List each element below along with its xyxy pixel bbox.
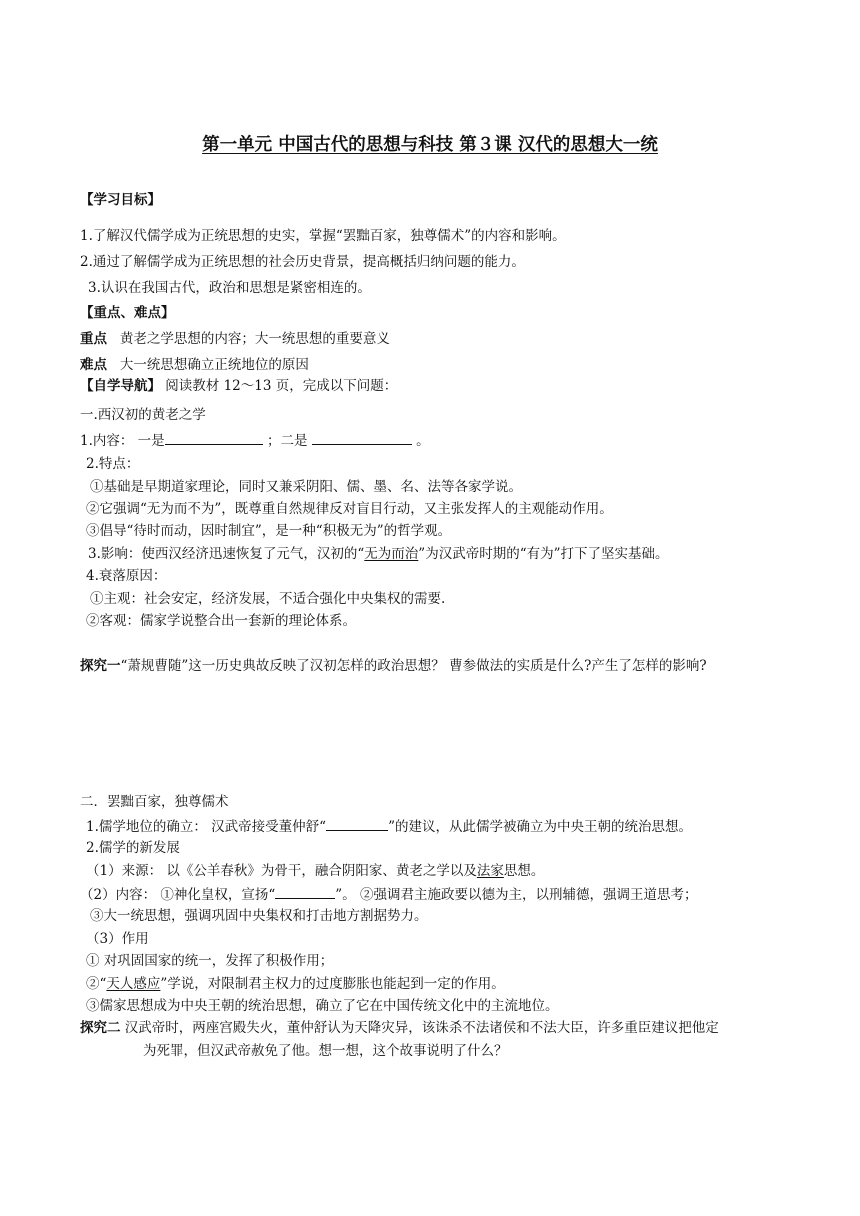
feature-item: ③倡导“待时而动，因时制宜”，是一种“积极无为”的哲学观。 [86, 523, 452, 539]
effect-text-end: ”学说，对限制君主权力的过度膨胀也能起到一定的作用。 [160, 976, 505, 992]
key-label: 重点 [80, 331, 107, 347]
feature-item: ①基础是早期道家理论，同时又兼采阴阳、儒、墨、名、法等各家学说。 [90, 479, 522, 495]
difficult-text: 大一统思想确立正统地位的原因 [119, 357, 309, 373]
content-end: 。 [416, 433, 430, 449]
content-label: 1.内容： 一是 [80, 433, 165, 449]
key-point-line [80, 330, 390, 348]
section2-heading: 二．罢黜百家，独尊儒术 [80, 794, 229, 810]
effect-line [86, 975, 505, 993]
source-underlined-term: 法家 [476, 863, 504, 879]
decline-heading: 4.衰落原因： [86, 568, 167, 584]
explore1-question: “萧规曹随”这一历史典故反映了汉初怎样的政治思想？ 曹参做法的实质是什么?产生了怎样的影响? [120, 658, 707, 674]
content2-text: （2）内容： ①神化皇权，宣扬“ [80, 887, 276, 903]
key-heading: 【重点、难点】 [80, 305, 175, 321]
nav-heading: 【自学导航】 [80, 378, 161, 394]
explore1-line [80, 657, 707, 675]
decline-item: ①主观：社会安定，经济发展，不适合强化中央集权的需要. [90, 591, 446, 607]
explore2-label: 探究二 [80, 1020, 121, 1036]
fill-blank[interactable] [326, 817, 388, 831]
page-title: 第一单元 中国古代的思想与科技 第３课 汉代的思想大一统 [202, 135, 658, 155]
status-text: 1.儒学地位的确立： 汉武帝接受董仲舒“ [86, 819, 327, 835]
source-text: （1）来源： 以《公羊春秋》为骨干，融合阴阳家、黄老之学以及 [86, 863, 477, 879]
nav-text: 阅读教材 12～13 页，完成以下问题： [165, 378, 398, 394]
decline-item: ②客观：儒家学说整合出一套新的理论体系。 [86, 613, 356, 629]
impact-text: 3.影响：使西汉经济迅速恢复了元气，汉初的“ [88, 546, 365, 562]
effect-underlined-term: 天人感应 [106, 976, 161, 992]
content-line [80, 431, 430, 450]
fill-blank[interactable] [275, 885, 335, 899]
content2-text-end: ”。 ②强调君主施政要以德为主，以刑辅德，强调王道思考； [335, 887, 698, 903]
nav-line [80, 377, 397, 395]
feature-item: ②它强调“无为而不为”，既尊重自然规律反对盲目行动，又主张发挥人的主观能动作用。 [86, 501, 613, 517]
effect-text: ②“ [86, 976, 107, 992]
status-text-end: ”的建议，从此儒学被确立为中央王朝的统治思想。 [388, 819, 692, 835]
source-text-end: 思想。 [503, 863, 545, 879]
goal-item: 2.通过了解儒学成为正统思想的社会历史背景，提高概括归纳问题的能力。 [80, 254, 525, 270]
key-text: 黄老之学思想的内容；大一统思想的重要意义 [119, 331, 390, 347]
impact-line [88, 545, 669, 563]
content2-item: ③大一统思想，强调巩固中央集权和打击地方割据势力。 [90, 908, 428, 924]
goals-heading: 【学习目标】 [80, 192, 161, 208]
explore1-label: 探究一 [80, 658, 121, 674]
status-line [86, 817, 692, 836]
explore2-question-line2: 为死罪，但汉武帝赦免了他。想一想，这个故事说明了什么？ [143, 1043, 508, 1059]
explore2-line [80, 1019, 719, 1037]
impact-text-end: ”为汉武帝时期的“有为”打下了坚实基础。 [418, 546, 669, 562]
content2-line [80, 885, 698, 904]
effect-heading: （3）作用 [86, 931, 149, 947]
fill-blank[interactable] [312, 431, 412, 445]
impact-underlined-term: 无为而治 [364, 546, 419, 562]
section1-heading: 一.西汉初的黄老之学 [80, 407, 206, 423]
fill-blank[interactable] [165, 431, 263, 445]
effect-item: ③儒家思想成为中央王朝的统治思想，确立了它在中国传统文化中的主流地位。 [86, 998, 559, 1014]
source-line [86, 862, 544, 880]
feature-heading: 2.特点： [86, 456, 140, 472]
effect-item: ① 对巩固国家的统一，发挥了积极作用； [86, 953, 334, 969]
goal-item: 1.了解汉代儒学成为正统思想的史实，掌握“罢黜百家，独尊儒术”的内容和影响。 [80, 228, 566, 244]
difficult-label: 难点 [80, 357, 107, 373]
explore2-question-line1: 汉武帝时，两座宫殿失火，董仲舒认为天降灾异，该诛杀不法诸侯和不法大臣，许多重臣建议把他定 [124, 1020, 719, 1036]
difficult-point-line [80, 356, 309, 374]
content-second-label: ；二是 [266, 433, 308, 449]
dev-heading: 2.儒学的新发展 [86, 840, 180, 856]
goal-item: 3.认识在我国古代，政治和思想是紧密相连的。 [88, 280, 371, 296]
